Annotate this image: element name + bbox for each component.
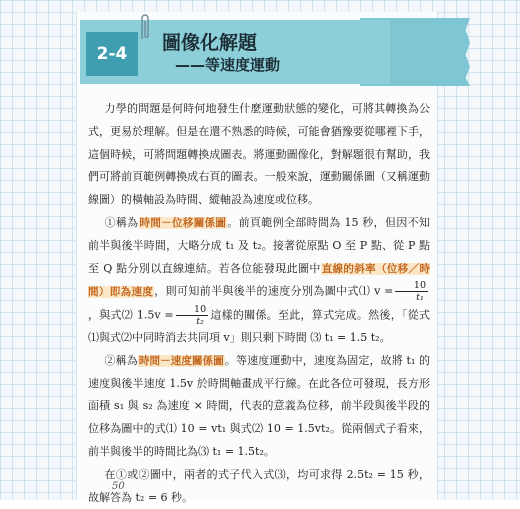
highlight-term: 直線的斜率（位移／時間）即為速度 (88, 262, 430, 298)
paragraph-2 (88, 212, 430, 350)
section-subtitle: ——等速度運動 (175, 56, 281, 74)
paperclip-icon (139, 12, 151, 42)
body-text (88, 98, 430, 509)
section-title: 圖像化解題 (162, 32, 258, 54)
fraction-denominator: t₁ (416, 292, 424, 304)
fraction (395, 280, 428, 303)
highlight-term: 時間－位移關係圖 (139, 216, 227, 229)
paragraph-4: 在①或②圖中，兩者的式子代入式⑶，均可求得 2.5t₂ = 15 秒，故解答為 t₂ = 6 秒。 (88, 467, 430, 504)
text-run: 。前頁範例全部時間為 15 秒，但因不知前半與後半時間，大略分成 t₁ 及 t₂。接著從原點 O 至 P 點、從 P 點至 Q 點分別以直線連結。若各位能發現此圖中 (88, 215, 431, 275)
section-number-badge: 2-4 (86, 32, 138, 76)
fraction (176, 304, 209, 327)
fraction-numerator: 10 (176, 304, 209, 316)
text-run: ，則可知前半與後半的速度分別為圖中式⑴ v = (154, 284, 394, 298)
text-run: ①稱為 (104, 215, 139, 229)
paragraph-1: 力學的問題是何時何地發生什麼運動狀態的變化，可將其轉換為公式，更易於理解。但是在還不熟悉的時候，可能會猶豫要從哪裡下手，這個時候，可將問題轉換成圖表。將運動圖像化，對解題很有幫助，我們可將前頁範例轉換成右頁的圖表。一般來說，運動關係圖（又稱運動線圖）的橫軸設為時間、縱軸設為速度或位移。 (88, 102, 430, 207)
text-run: ②稱為 (104, 353, 138, 367)
paragraph-3 (88, 350, 430, 464)
highlight-term: 時間－速度關係圖 (138, 354, 224, 367)
text-run: 。等速度運動中，速度為固定，故將 t₁ 的速度與後半速度 1.5v 於時間軸畫成平行線。在此各位可發現，長方形面積 s₁ 與 s₂ 為速度 × 時間，代表的意義為位移，前半段與後半段的位移為圖中的式⑴ 10 = vt₁ 與式⑵ 10 = 1.5vt₂。從兩個式子看來，前半與後半的時間比為⑶ t₁ = 1.5t₂。 (88, 353, 431, 458)
text-run: ，與式⑵ 1.5v = (88, 308, 174, 322)
page-number: 50 (112, 481, 125, 492)
text-run: 這樣的關係。至此，算式完成。然後，「從式⑴與式⑵中同時消去共同項 v」則只剩下時間 ⑶ t₁ = 1.5 t₂。 (88, 308, 430, 344)
fraction-denominator: t₂ (196, 315, 204, 327)
fraction-numerator: 10 (395, 280, 428, 292)
